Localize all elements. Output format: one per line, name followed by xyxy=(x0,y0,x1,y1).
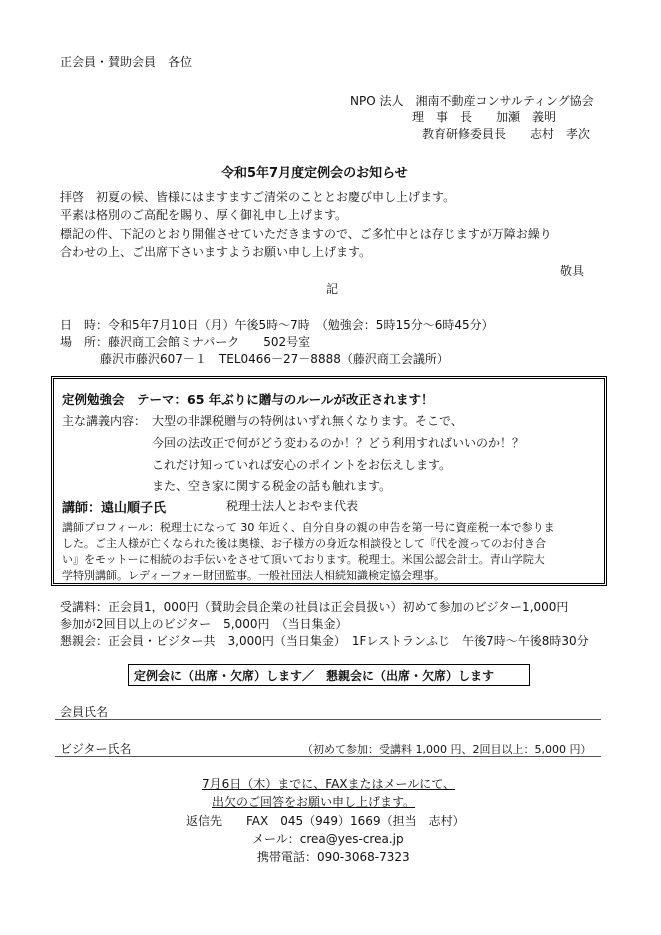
visitor-name-label: ビジター氏名 xyxy=(60,742,132,756)
reply-mail: メール：crea@yes-crea.jp xyxy=(252,832,404,846)
venue-line: 場 所：藤沢商工会館ミナパーク 502号室 xyxy=(60,335,311,349)
party-line: 懇親会：正会員・ビジター共 3,000円（当日集金） 1Fレストランふじ 午後7時～午後8時30分 xyxy=(60,634,589,648)
fee-line: 参加が2回目以上のビジター 5,000円 （当日集金） xyxy=(60,617,348,631)
content-line: また、空き家に関する税金の話も触れます。 xyxy=(152,479,392,493)
addressee: 正会員・賛助会員 各位 xyxy=(60,55,193,69)
reply-fax: 返信先 FAX 045（949）1669（担当 志村） xyxy=(186,814,465,828)
reply-request: 出欠のご回答をお願い申し上げます。 xyxy=(212,795,416,809)
greeting-line: 拝啓 初夏の候、皆様にはますますご清栄のこととお慶び申し上げます。 xyxy=(60,190,456,204)
member-name-field[interactable] xyxy=(55,719,601,720)
content-line: 大型の非課税贈与の特例はいずれ無くなります。そこで、 xyxy=(152,414,463,428)
content-line: 今回の法改正で何がどう変わるのか！？どう利用すればいいのか！？ xyxy=(152,436,525,450)
fee-line: 受講料：正会員1，000円（賛助会員企業の社員は正会員扱い）初めて参加のビジター1,000円 xyxy=(60,600,569,614)
greeting-line: 平素は格別のご高配を賜り、厚く御礼申し上げます。 xyxy=(60,208,348,222)
sender-chair: 理 事 長 加瀬 義明 xyxy=(412,110,557,124)
sender-committee: 教育研修委員長 志村 孝次 xyxy=(422,127,591,141)
greeting-line: 標記の件、下記のとおり開催させていただきますので、ご多忙中とは存じますが万障お繰り xyxy=(60,227,552,241)
visitor-name-field[interactable] xyxy=(55,756,601,757)
ki-label: 記 xyxy=(326,282,339,296)
member-name-label: 会員氏名 xyxy=(60,705,109,719)
profile-line: い』をモットーに相続のお手伝いをさせて頂いております。税理士。米国公認会計士。青山学院大 xyxy=(62,553,545,566)
profile-line: 講師プロフィール：税理士になって 30 年近く、自分自身の親の申告を第一号に資産税一本で参りま xyxy=(62,521,555,534)
reply-phone: 携帯電話：090-3068-7323 xyxy=(257,850,410,864)
venue-address: 藤沢市藤沢607－１ TEL0466－27－8888（藤沢商工会議所） xyxy=(100,352,449,366)
event-datetime: 日 時：令和5年7月10日（月）午後5時～7時 （勉強会：5時15分～6時45分） xyxy=(60,318,494,332)
lecturer-name: 講師：遠山順子氏 xyxy=(62,501,167,516)
attendance-choice[interactable]: 定例会に（出席・欠席）します／ 懇親会に（出席・欠席）します xyxy=(134,669,495,683)
closing: 敬具 xyxy=(560,264,585,278)
reply-deadline: 7月6日（木）までに、FAXまたはメールにて、 xyxy=(202,777,456,791)
lecturer-affiliation: 税理士法人とおやま代表 xyxy=(226,499,359,513)
content-line: これだけ知っていれば安心のポイントをお伝えします。 xyxy=(152,458,452,472)
seminar-theme: 定例勉強会 テーマ：65 年ぶりに贈与のルールが改正されます！ xyxy=(62,392,434,407)
greeting-line: 合わせの上、ご出席下さいますようお願い申し上げます。 xyxy=(60,245,372,259)
visitor-fee-note: （初めて参加：受講料 1,000 円、2回目以上：5,000 円） xyxy=(302,743,592,756)
content-label: 主な講義内容： xyxy=(62,414,147,428)
profile-line: 学特別講師。レディーフォー財団監事。一般社団法人相続知識検定協会理事。 xyxy=(62,569,446,582)
profile-line: した。ご主人様が亡くなられた後は奥様、お子様方の身近な相談役として『代を渡ってのお付き合 xyxy=(62,537,546,550)
document-title: 令和5年7月度定例会のお知らせ xyxy=(221,166,408,181)
sender-org: NPO 法人 湘南不動産コンサルティング協会 xyxy=(350,94,594,108)
